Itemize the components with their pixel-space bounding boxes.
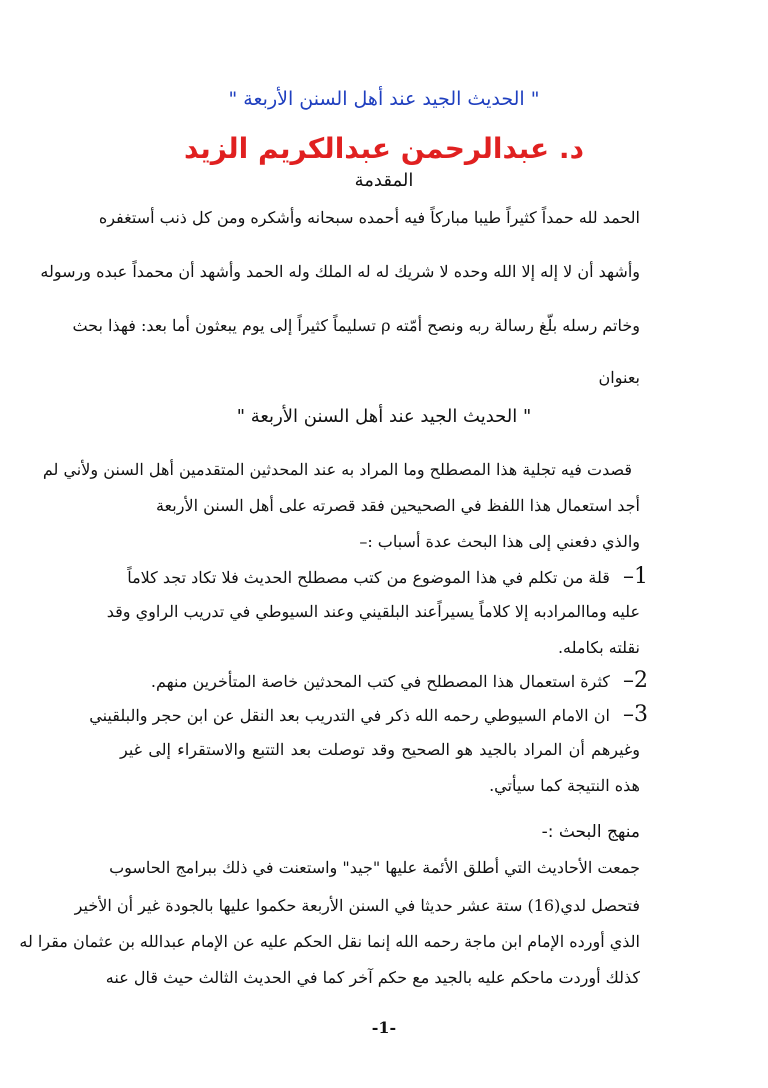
reason-number: 3– [623, 702, 648, 727]
method-line: فتحصل لدي(16) ستة عشر حديثا في السنن الأربعة حكموا عليها بالجودة غير أن الأخير [74, 896, 640, 915]
reason-number: 1– [623, 564, 648, 589]
page-number: -1- [371, 1018, 397, 1037]
intro-line: وخاتم رسله بلّغ رسالة ربه ونصح أمّته ρ تسليماً كثيراً إلى يوم يبعثون أما بعد: فهذا بحث [72, 316, 640, 335]
intro-line: بعنوان [598, 368, 640, 387]
reason-line: هذه النتيجة كما سيأتي. [489, 776, 640, 795]
reason-line: وغيرهم أن المراد بالجيد هو الصحيح وقد توصلت بعد التتبع والاستقراء إلى غير [120, 740, 640, 759]
purpose-line: أجد استعمال هذا اللفظ في الصحيحين فقد قصرته على أهل السنن الأربعة [155, 496, 640, 515]
method-line: كذلك أوردت ماحكم عليه بالجيد مع حكم آخر كما في الحديث الثالث حيث قال عنه [105, 968, 640, 987]
reason-text: كثرة استعمال هذا المصطلح في كتب المحدثين خاصة المتأخرين منهم. [150, 672, 610, 691]
reason-item-1 [120, 564, 648, 589]
intro-heading: المقدمة [354, 170, 414, 191]
document-title: " الحديث الجيد عند أهل السنن الأربعة " [228, 88, 540, 110]
reason-line: نقلته بكامله. [557, 638, 640, 657]
purpose-line: والذي دفعني إلى هذا البحث عدة أسباب :– [359, 532, 640, 551]
method-line: جمعت الأحاديث التي أطلق الأئمة عليها "جيد" واستعنت في ذلك ببرامج الحاسوب [109, 858, 640, 877]
reason-text: قلة من تكلم في هذا الموضوع من كتب مصطلح الحديث فلا تكاد تجد كلاماً [127, 568, 610, 587]
method-line: الذي أورده الإمام ابن ماجة رحمه الله إنما نقل الحكم عليه عن الإمام عبدالله بن عثمان مقرا له [19, 932, 640, 951]
author-name: د. عبدالرحمن عبدالكريم الزيد [184, 132, 584, 165]
reason-number: 2– [623, 668, 648, 693]
reason-item-2 [120, 668, 648, 693]
intro-line: وأشهد أن لا إله إلا الله وحده لا شريك له له الملك وله الحمد وأشهد أن محمداً عبده ورسوله [40, 262, 640, 281]
reason-item-3 [89, 702, 648, 727]
purpose-line: قصدت فيه تجلية هذا المصطلح وما المراد به عند المحدثين المتقدمين أهل السنن ولأني لم [42, 460, 632, 479]
reason-line: عليه وماالمرادبه إلا كلاماً يسيراًعند البلقيني وعند السيوطي في تدريب الراوي وقد [106, 602, 640, 621]
intro-line: الحمد لله حمداً كثيراً طيبا مباركاً فيه أحمده سبحانه وأشكره ومن كل ذنب أستغفره [98, 208, 640, 227]
method-heading: منهج البحث :- [541, 822, 640, 842]
research-title: " الحديث الجيد عند أهل السنن الأربعة " [236, 406, 532, 427]
reason-text: ان الامام السيوطي رحمه الله ذكر في التدريب بعد النقل عن ابن حجر والبلقيني [89, 706, 610, 725]
